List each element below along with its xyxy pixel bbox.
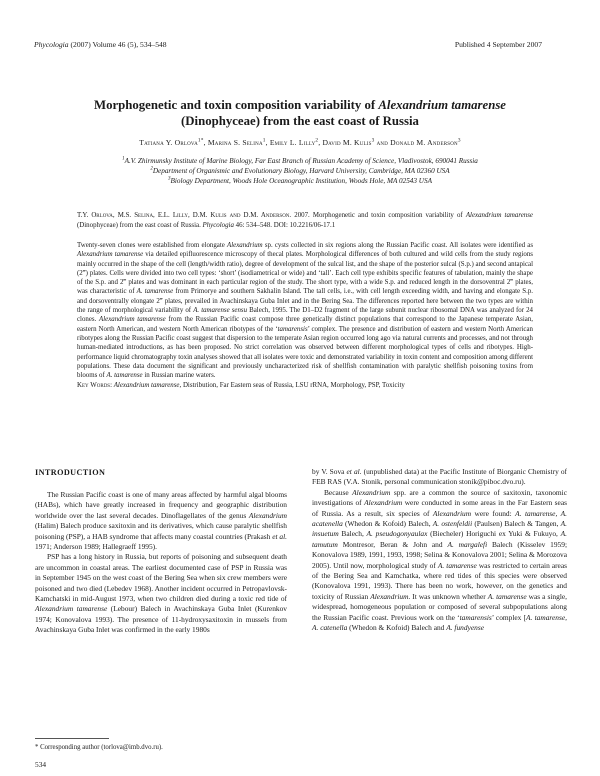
author: Donald M. Anderson$^3$ bbox=[390, 137, 461, 147]
section-heading-introduction: INTRODUCTION bbox=[35, 468, 106, 477]
abstract: Twenty-seven clones were established from elongate Alexandrium sp. cysts collected in six regions along the Russian Pacific coast. All isolates were identified as Alexandrium tamarense via detailed epifluorescence microscopy of thecal plates. Morphological differences of both cultured and wild cells from the study regions mainly occurred in the shape of the cell (length/width ratio), degree of development of the sulcal list, and the shape of the posterior sulcal (S.p.) and second antapical (2‴) plates. Cells were divided into two cell types: ‘short’ (isodiametrical or wide) and ‘tall’. Each cell type exhibits specific features of tabulation, mainly the shape of the S.p. and 2‴ plates and was dominant in each particular region of the study. The short type, with a wide S.p. and reduced length in the dorsoventral 2‴ plates, was characteristic of A. tamarense from Primorye and southern Sakhalin Island. The tall cells, i.e., with cell length exceeding width, and having and elongate S.p. and dorsoventrally elongate 2‴ plates, prevailed in Avachinskaya Guba Inlet and in the Bering Sea. The differences reported here between the two types are within the range of morphological variability of A. tamarense sensu Balech, 1995. The D1–D2 fragment of the large subunit nuclear ribosomal DNA was analyzed for 24 clones. Alexandrium tamarense from the Russian Pacific coast compose three genetically distinct populations that correspond to the Japanese temperate Asian, eastern North American, and western North American ribotypes of the ‘tamarensis’ complex. The presence and distribution of eastern and western North American ribotypes along the Russian Pacific coast suggest that dispersion to the temperate Asian region occurred long ago via natural currents and processes, and not through human-mediated introductions, as has been proposed. No strict correlation was observed between different morphological types of cells and ribotypes. High-performance liquid chromatography toxin analyses showed that all isolates were toxic and demonstrated variability in toxin content and composition among different populations. These data document the significant and previously uncharacterized risk of shellfish contamination with paralytic shellfish poisoning toxins from blooms of A. tamarense in Russian marine waters. bbox=[77, 242, 534, 380]
left-column-text bbox=[35, 490, 287, 636]
paragraph: The Russian Pacific coast is one of many areas affected by harmful algal blooms (HABs), which have greatly increased in frequency and geographic distribution worldwide over the last several decades. Dinoflagellates of the genus Alexandrium (Halim) Balech produce saxitoxin and its derivatives, which cause paralytic shellfish poisoning (PSP), a HAB syndrome that affects many coastal countries (Prakash et al. 1971; Anderson 1989; Hallegraeff 1995). bbox=[35, 490, 287, 552]
keywords: Key Words: Alexandrium tamarense, Distribution, Far Eastern seas of Russia, LSU rRNA, Morphology, PSP, Toxicity bbox=[77, 382, 405, 389]
right-column-text bbox=[312, 467, 567, 634]
published-date: Published 4 September 2007 bbox=[454, 40, 542, 49]
keywords-label: Key Words: bbox=[77, 382, 114, 389]
page-number: 534 bbox=[35, 760, 47, 769]
title-line1: Morphogenetic and toxin composition variability of bbox=[93, 98, 379, 112]
title-species: Alexandrium tamarense bbox=[378, 98, 506, 112]
journal-name: Phycologia bbox=[34, 40, 69, 49]
paragraph: PSP has a long history in Russia, but reports of poisoning and subsequent death are uncommon in coastal areas. The earliest documented case of PSP in Russia was in September 1945 on the west coast of the Bering Sea when six crew members were poisoned and two died (Lebedev 1968). Another incident occurred in Petropavlovsk-Kamchatski in mid-August 1973, when two children died during a toxic red tide of Alexandrium tamarense (Lebour) Balech in Avachinskaya Guba Inlet (Kurenkov 1974; Konovalova 1993). The presence of 11-hydroxysaxitoxin in mussels from Avachinskaya Guba Inlet was confirmed in the early 1980s bbox=[35, 552, 287, 635]
author: Tatiana Y. Orlova$^{1*}$ bbox=[139, 137, 204, 147]
citation: T.Y. Orlova, M.S. Selina, E.L. Lilly, D.M. Kulis and D.M. Anderson. 2007. Morphogenetic and toxin composition variability of Alexandrium tamarense (Dinophyceae) from the east coast of Russia. Phycologia 46: 534–548. DOI: 10.2216/06-17.1 bbox=[77, 212, 533, 229]
article-title bbox=[40, 97, 560, 129]
title-line2: (Dinophyceae) from the east coast of Russia bbox=[181, 114, 419, 128]
author: Marina S. Selina$^1$ bbox=[207, 137, 266, 147]
affiliations bbox=[30, 156, 570, 186]
author: Emily L. Lilly$^2$ bbox=[269, 137, 319, 147]
running-header-left bbox=[34, 40, 167, 49]
author-list: Tatiana Y. Orlova$^{1*}$, Marina S. Selina$^1$, Emily L. Lilly$^2$, David M. Kulis$^3$ and Donald M. Anderson$^3$ bbox=[139, 137, 461, 147]
affiliation: $^2$Department of Organismic and Evolutionary Biology, Harvard University, Cambridge, MA 02360 USA bbox=[150, 166, 450, 175]
paragraph: Because Alexandrium spp. are a common the source of saxitoxin, taxonomic investigations of Alexandrium were conducted in some areas in the Far Eastern seas of Russia. As a result, six species of Alexandrium were found: A. tamarense, A. acatenella (Whedon & Kofoid) Balech, A. ostenfeldii (Paulsen) Balech & Tangen, A. insuetum Balech, A. pseudogonyaulax (Biecheler) Horiguchi ex Yuki & Fukuyo, A. tamutum Montresor, Beran & John and A. margalefi Balech (Kisselev 1959; Konovalova 1989, 1991, 1993, 1998; Selina & Konovalova 2001; Selina & Morozova 2005). Until now, morphological study of A. tamarense was restricted to certain areas of the Bering Sea and Kamchatka, where red tides of this species were observed (Konovalova 1991, 1993). There has been no work, however, on the genetics and toxicity of Russian Alexandrium. It was unknown whether A. tamarense was a single, widespread, homogeneous population or composed of several subpopulations along the Russian Pacific coast. Previous work on the ‘tamarensis’ complex [A. tamarense, A. catenella (Whedon & Kofoid) Balech and A. fundyense bbox=[312, 487, 568, 633]
affiliation: $^3$Biology Department, Woods Hole Oceanographic Institution, Woods Hole, MA 02543 USA bbox=[168, 176, 432, 185]
footnote: * Corresponding author (torlova@imb.dvo.ru). bbox=[35, 744, 163, 751]
affiliation: $^1$A.V. Zhirmunsky Institute of Marine Biology, Far East Branch of Russian Academy of Science, Vladivostok, 690041 Russia bbox=[122, 156, 478, 165]
author: David M. Kulis$^3$ bbox=[322, 137, 375, 147]
footnote-rule bbox=[35, 738, 109, 739]
paragraph: by V. Sova et al. (unpublished data) at the Pacific Institute of Biorganic Chemistry of FEB RAS (V.A. Stonik, personal communication stonik@piboc.dvo.ru). bbox=[312, 467, 568, 487]
volume-info: (2007) Volume 46 (5), 534–548 bbox=[68, 40, 167, 49]
